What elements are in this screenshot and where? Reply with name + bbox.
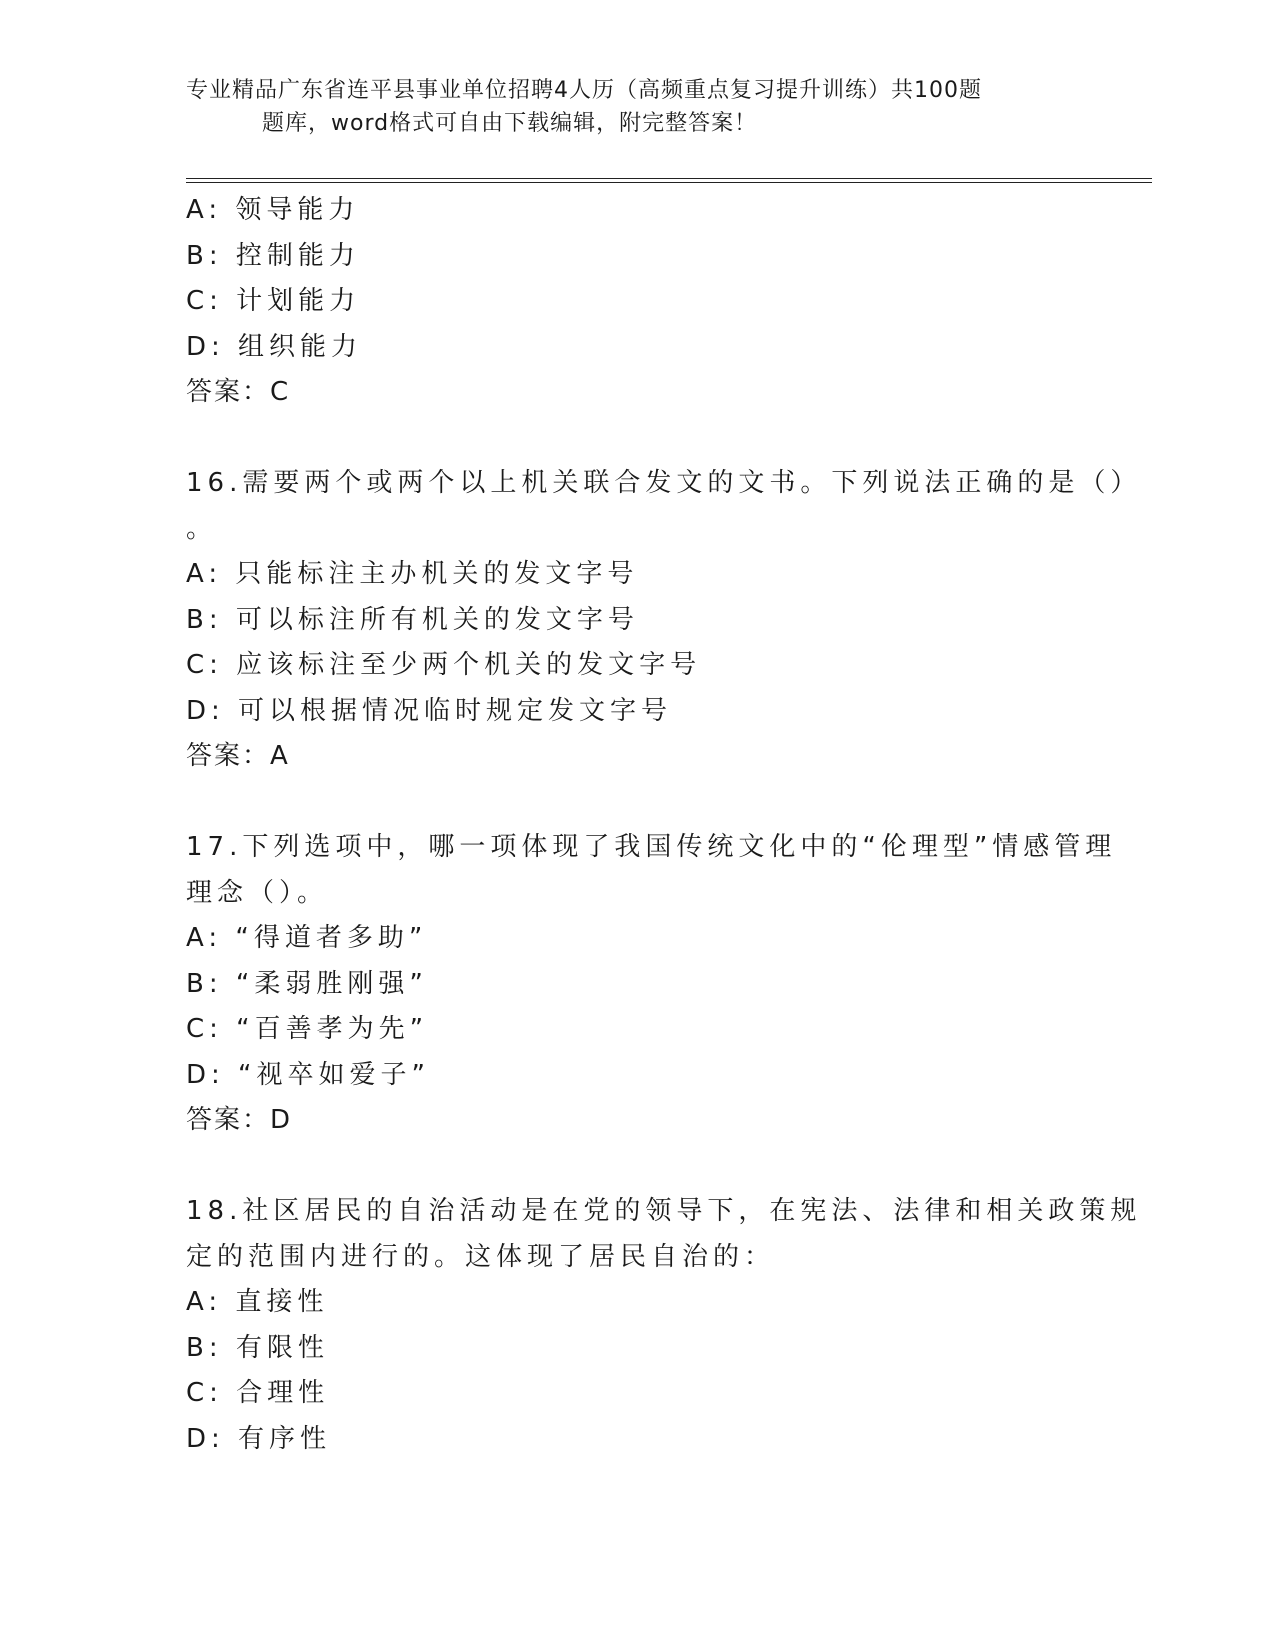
question-stem-line-1: 17.下列选项中，哪一项体现了我国传统文化中的“伦理型”情感管理 bbox=[186, 832, 1117, 862]
question-content bbox=[186, 188, 1142, 1462]
question-stem-line-2: 。 bbox=[186, 513, 218, 544]
option-b: B: “柔弱胜刚强” bbox=[186, 968, 428, 999]
option-a: A: “得道者多助” bbox=[186, 923, 428, 953]
option-d: D: 有序性 bbox=[186, 1423, 332, 1454]
header-title-line-2: 题库，word格式可自由下载编辑，附完整答案！ bbox=[262, 111, 758, 136]
spacer bbox=[186, 416, 1086, 462]
option-c: C: “百善孝为先” bbox=[186, 1014, 429, 1044]
answer: 答案：D bbox=[186, 1105, 293, 1135]
option-c: C: 应该标注至少两个机关的发文字号 bbox=[186, 650, 702, 680]
page-header bbox=[186, 74, 1066, 140]
question-17 bbox=[186, 825, 1117, 1144]
option-a: A: 直接性 bbox=[186, 1287, 329, 1317]
answer: 答案：C bbox=[186, 377, 291, 407]
question-16 bbox=[186, 461, 1142, 780]
question-stem-line-1: 18.社区居民的自治活动是在党的领导下，在宪法、法律和相关政策规 bbox=[186, 1196, 1142, 1226]
question-stem-line-2: 定的范围内进行的。这体现了居民自治的： bbox=[186, 1241, 776, 1272]
question-stem-line-1: 16.需要两个或两个以上机关联合发文的文书。下列说法正确的是（） bbox=[186, 468, 1142, 498]
question-15 bbox=[186, 188, 1086, 416]
option-c: C: 计划能力 bbox=[186, 286, 361, 316]
option-d: D: 可以根据情况临时规定发文字号 bbox=[186, 695, 673, 726]
option-a: A: 只能标注主办机关的发文字号 bbox=[186, 559, 639, 589]
spacer bbox=[186, 1144, 1086, 1190]
spacer bbox=[186, 780, 1086, 826]
option-d: D: 组织能力 bbox=[186, 331, 363, 362]
question-stem-line-2: 理念（）。 bbox=[186, 877, 329, 908]
header-double-rule bbox=[186, 178, 1152, 183]
header-title-line-1: 专业精品广东省连平县事业单位招聘4人历（高频重点复习提升训练）共100题 bbox=[186, 78, 982, 103]
answer: 答案：A bbox=[186, 741, 290, 771]
question-18 bbox=[186, 1189, 1142, 1462]
option-b: B: 控制能力 bbox=[186, 240, 360, 271]
option-d: D: “视卒如爱子” bbox=[186, 1059, 430, 1090]
option-c: C: 合理性 bbox=[186, 1378, 330, 1408]
option-a: A: 领导能力 bbox=[186, 195, 360, 225]
option-b: B: 可以标注所有机关的发文字号 bbox=[186, 604, 639, 635]
option-b: B: 有限性 bbox=[186, 1332, 329, 1363]
